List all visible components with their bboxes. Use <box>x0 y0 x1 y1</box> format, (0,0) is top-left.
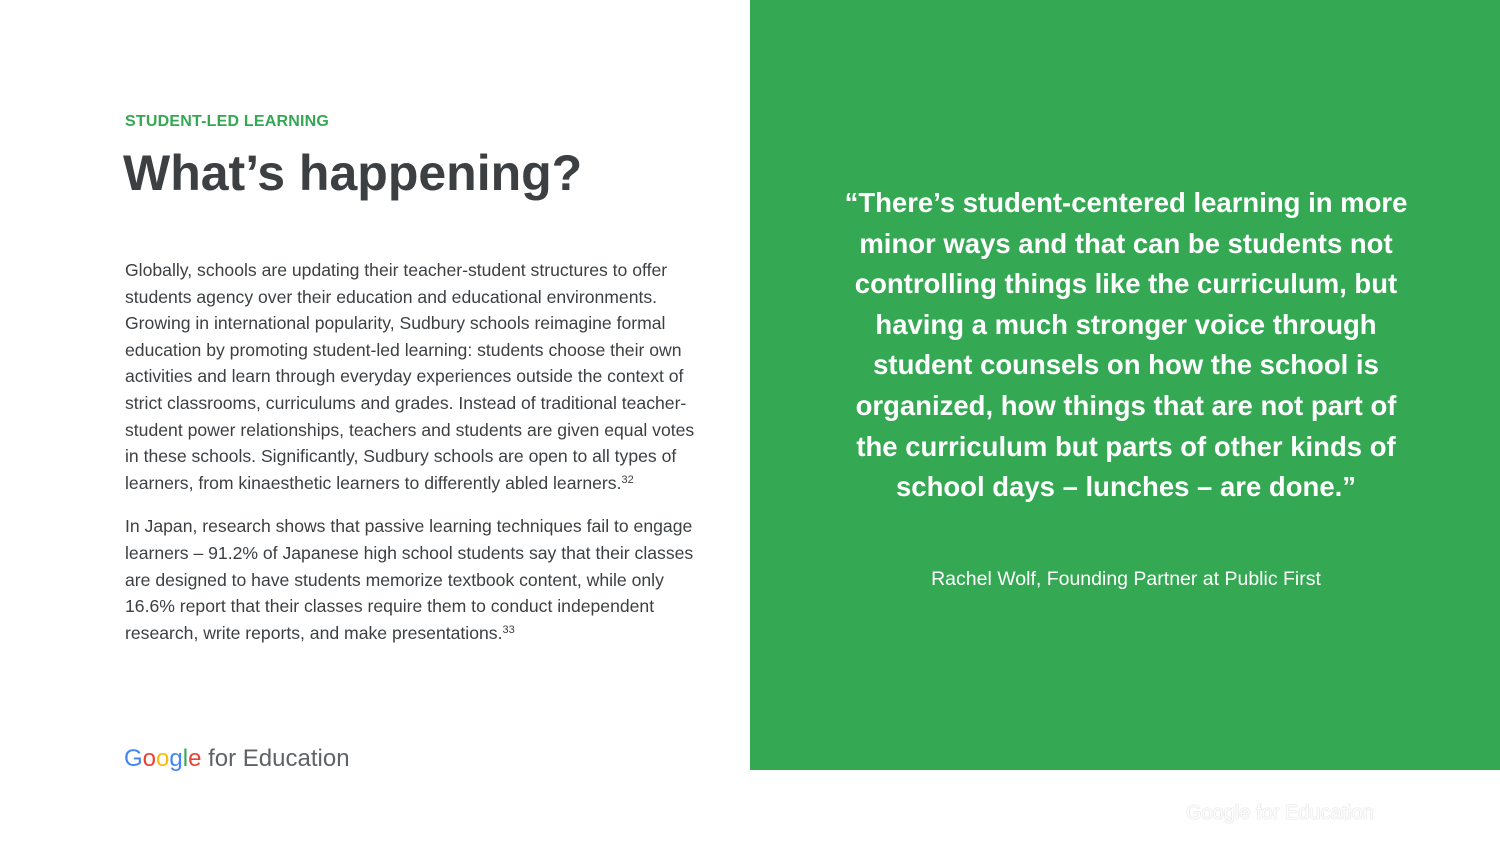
quote-attribution: Rachel Wolf, Founding Partner at Public First <box>931 568 1321 590</box>
logo-letter: e <box>188 745 202 772</box>
footnote-marker: 32 <box>621 473 634 486</box>
logo-letter: G <box>124 745 143 772</box>
logo-letter: l <box>182 745 189 772</box>
logo-letter: o <box>142 745 157 772</box>
logo-letter: o <box>156 745 170 772</box>
paragraph-text: In Japan, research shows that passive learning techniques fail to engage learners – 91.2% of Japanese high school students say that their classes are designed to have students memorize textbook content, while only 16.6% report that their classes require them to conduct independent research, write reports, and make presentations. <box>125 516 694 643</box>
quote-panel <box>750 0 1500 770</box>
body-text <box>125 257 700 663</box>
body-paragraph <box>125 257 700 496</box>
footnote-marker: 33 <box>502 623 515 636</box>
pull-quote: “There’s student-centered learning in more minor ways and that can be students not controlling things like the curriculum, but having a much stronger voice through student counsels on how the school is organized, how things that are not part of the curriculum but parts of other kinds of school days – lunches – are done.” <box>844 187 1408 503</box>
paragraph-text: Globally, schools are updating their teacher-student structures to offer students agency over their education and educational environments. Growing in international popularity, Sudbury schools reimagine formal education by promoting student-led learning: students choose their own activities and learn through everyday experiences outside the context of strict classrooms, curriculums and grades. Instead of traditional teacher-student power relationships, teachers and students are given equal votes in these schools. Significantly, Sudbury schools are open to all types of learners, from kinaesthetic learners to differently abled learners. <box>125 260 695 493</box>
google-for-education-logo <box>124 745 350 773</box>
faint-logo-watermark: Google for Education <box>1186 802 1374 824</box>
body-paragraph <box>125 513 700 646</box>
section-kicker: STUDENT-LED LEARNING <box>125 113 329 130</box>
logo-suffix: for Education <box>201 745 350 772</box>
logo-letter: g <box>169 745 183 772</box>
page-title: What’s happening? <box>123 145 583 201</box>
